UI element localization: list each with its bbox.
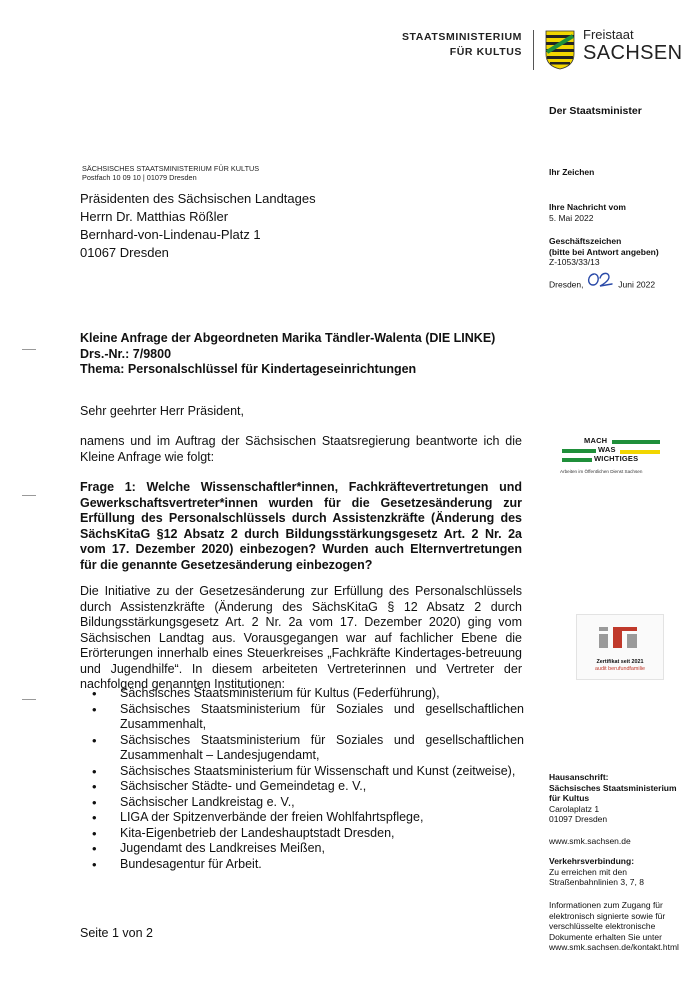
postal-address (549, 772, 677, 825)
logo-bar-green-bottom (562, 458, 592, 462)
recipient-address (80, 190, 316, 262)
file-reference-value: Z-1053/33/13 (549, 257, 600, 267)
intro-paragraph: namens und im Auftrag der Sächsischen Staatsregierung beantworte ich die Kleine Anfrage wie folgt: (80, 434, 522, 464)
transport-info (549, 856, 644, 888)
letter-date (549, 278, 655, 292)
fold-mark-middle (22, 495, 36, 496)
recipient-line4: 01067 Dresden (80, 245, 169, 260)
list-item: • LIGA der Spitzenverbände der freien Wohlfahrtspflege, (92, 810, 524, 826)
e-access-line2: elektronisch signierte sowie für (549, 910, 666, 921)
list-item: • Sächsischer Städte- und Gemeindetag e. V., (92, 779, 524, 795)
list-item: • Sächsisches Staatsministerium für Wissenschaft und Kunst (zeitweise), (92, 764, 524, 780)
address-label: Hausanschrift: (549, 772, 609, 782)
your-message-value: 5. Mai 2022 (549, 212, 594, 223)
logo-word-wichtiges: WICHTIGES (594, 454, 639, 463)
institution-list (92, 686, 524, 872)
subject-line3: Thema: Personalschlüssel für Kindertageseinrichtungen (80, 362, 417, 377)
list-item: • Sächsisches Staatsministerium für Soziales und gesellschaftlichen Zusammenhalt, (92, 702, 524, 733)
address-street: Carolaplatz 1 (549, 803, 600, 814)
salutation: Sehr geehrter Herr Präsident, (80, 404, 244, 418)
logo-bar-green-left (562, 449, 596, 453)
recipient-line2: Herrn Dr. Matthias Rößler (80, 209, 229, 224)
state-name-line1: Freistaat (583, 27, 634, 42)
e-access-line4: Dokumente erhalten Sie unter (549, 931, 662, 942)
page-number: Seite 1 von 2 (80, 926, 153, 940)
date-suffix: Juni 2022 (618, 279, 656, 290)
saxony-coat-of-arms-icon (545, 30, 575, 70)
answer-paragraph: Die Initiative zu der Gesetzesänderung zur Erfüllung des Personalschlüssels durch Assistenzkräfte (Änderung des SächsKitaG § 12 Absatz 2 durch Bildungsstärkungsgesetz Art. 2 Nr. 2a vom 17. Dezember 2020) ging vom Sächsischen Landtag aus. Vorausgegangen war auf fachlicher Ebene die Erörterungen innerhalb eines Steuerkreises „Fachkräfte Kindertages-betreuung und Jugendhilfe“. In diesem arbeiteten Vertreterinnen und Vertreter der nachfolgend genannten Institutionen: (80, 584, 522, 691)
list-item: • Jugendamt des Landkreises Meißen, (92, 841, 524, 857)
list-item: • Bundesagentur für Arbeit. (92, 857, 524, 873)
file-reference-label1: Geschäftszeichen (549, 236, 622, 246)
list-item: • Kita-Eigenbetrieb der Landeshauptstadt Dresden, (92, 826, 524, 842)
state-name-line2: SACHSEN (583, 42, 683, 64)
minister-title: Der Staatsminister (549, 105, 642, 117)
address-city: 01097 Dresden (549, 814, 608, 824)
audit-name-text: audit berufundfamilie (594, 666, 646, 672)
ministry-name-line1: STAATSMINISTERIUM (401, 31, 522, 43)
audit-cert-text: Zertifikat seit 2021 (596, 659, 644, 665)
ministry-name-line2: FÜR KULTUS (449, 46, 522, 58)
e-access-line3: verschlüsselte elektronische (549, 921, 656, 931)
electronic-access-info (549, 900, 679, 953)
logo-bar-green-top (612, 440, 660, 444)
list-item: • Sächsisches Staatsministerium für Kultus (Federführung), (92, 686, 524, 702)
handwritten-day (586, 278, 616, 292)
website-link[interactable]: www.smk.sachsen.de (549, 836, 631, 846)
address-org1: Sächsisches Staatsministerium (549, 782, 677, 793)
transport-line2: Straßenbahnlinien 3, 7, 8 (549, 877, 644, 887)
your-reference-label: Ihr Zeichen (549, 167, 595, 177)
mach-was-wichtiges-logo (558, 437, 662, 477)
your-reference (549, 167, 594, 178)
header-divider (533, 30, 534, 70)
subject-block (80, 331, 495, 378)
logo-word-was: WAS (598, 445, 616, 454)
logo-tagline: Arbeiten im Öffentlichen Dienst Sachsen (560, 469, 643, 474)
file-reference (549, 236, 659, 268)
address-org2: für Kultus (549, 793, 590, 803)
state-name (583, 28, 683, 64)
subject-line1: Kleine Anfrage der Abgeordneten Marika Tändler-Walenta (DIE LINKE) (80, 331, 496, 345)
contact-link[interactable]: www.smk.sachsen.de/kontakt.html (549, 942, 679, 952)
logo-word-mach: MACH (584, 436, 608, 445)
subject-line2: Drs.-Nr.: 7/9800 (80, 346, 172, 361)
list-item: • Sächsischer Landkreistag e. V., (92, 795, 524, 811)
e-access-line1: Informationen zum Zugang für (549, 900, 663, 910)
sender-line1: SÄCHSISCHES STAATSMINISTERIUM FÜR KULTUS (82, 164, 260, 173)
question-paragraph: Frage 1: Welche Wissenschaftler*innen, Fachkräftevertretungen und Gewerkschaftsvertreter*innen wurden für die Gesetzesänderung zur Erfüllung des Personalschlüssels durch Assistenzkräfte (Änderung des SächsKitaG §12 Absatz 2 durch Bildungsstärkungsgesetz Art. 2 Nr. 2a vom 17. Dezember 2020) einbezogen? Wurden auch Elternvertretungen für die genannte Gesetzesänderung einbezogen? (80, 480, 522, 572)
handwritten-day-icon (586, 270, 616, 288)
transport-line1: Zu erreichen mit den (549, 866, 627, 877)
audit-berufundfamilie-badge (576, 614, 664, 680)
transport-label: Verkehrsverbindung: (549, 856, 635, 866)
your-message-date (549, 202, 626, 223)
sender-address (82, 165, 259, 182)
sender-line2: Postfach 10 09 10 | 01079 Dresden (82, 172, 197, 182)
fold-mark-top (22, 349, 36, 350)
your-message-label: Ihre Nachricht vom (549, 202, 626, 212)
ministry-name (396, 30, 522, 60)
list-item: • Sächsisches Staatsministerium für Soziales und gesellschaftlichen Zusammenhalt – Landesjugendamt, (92, 733, 524, 764)
recipient-line3: Bernhard-von-Lindenau-Platz 1 (80, 227, 261, 242)
date-prefix: Dresden, (549, 279, 584, 290)
file-reference-label2: (bitte bei Antwort angeben) (549, 246, 659, 257)
fold-mark-bottom (22, 699, 36, 700)
recipient-line1: Präsidenten des Sächsischen Landtages (80, 191, 316, 206)
audit-logo-icon (577, 617, 663, 657)
